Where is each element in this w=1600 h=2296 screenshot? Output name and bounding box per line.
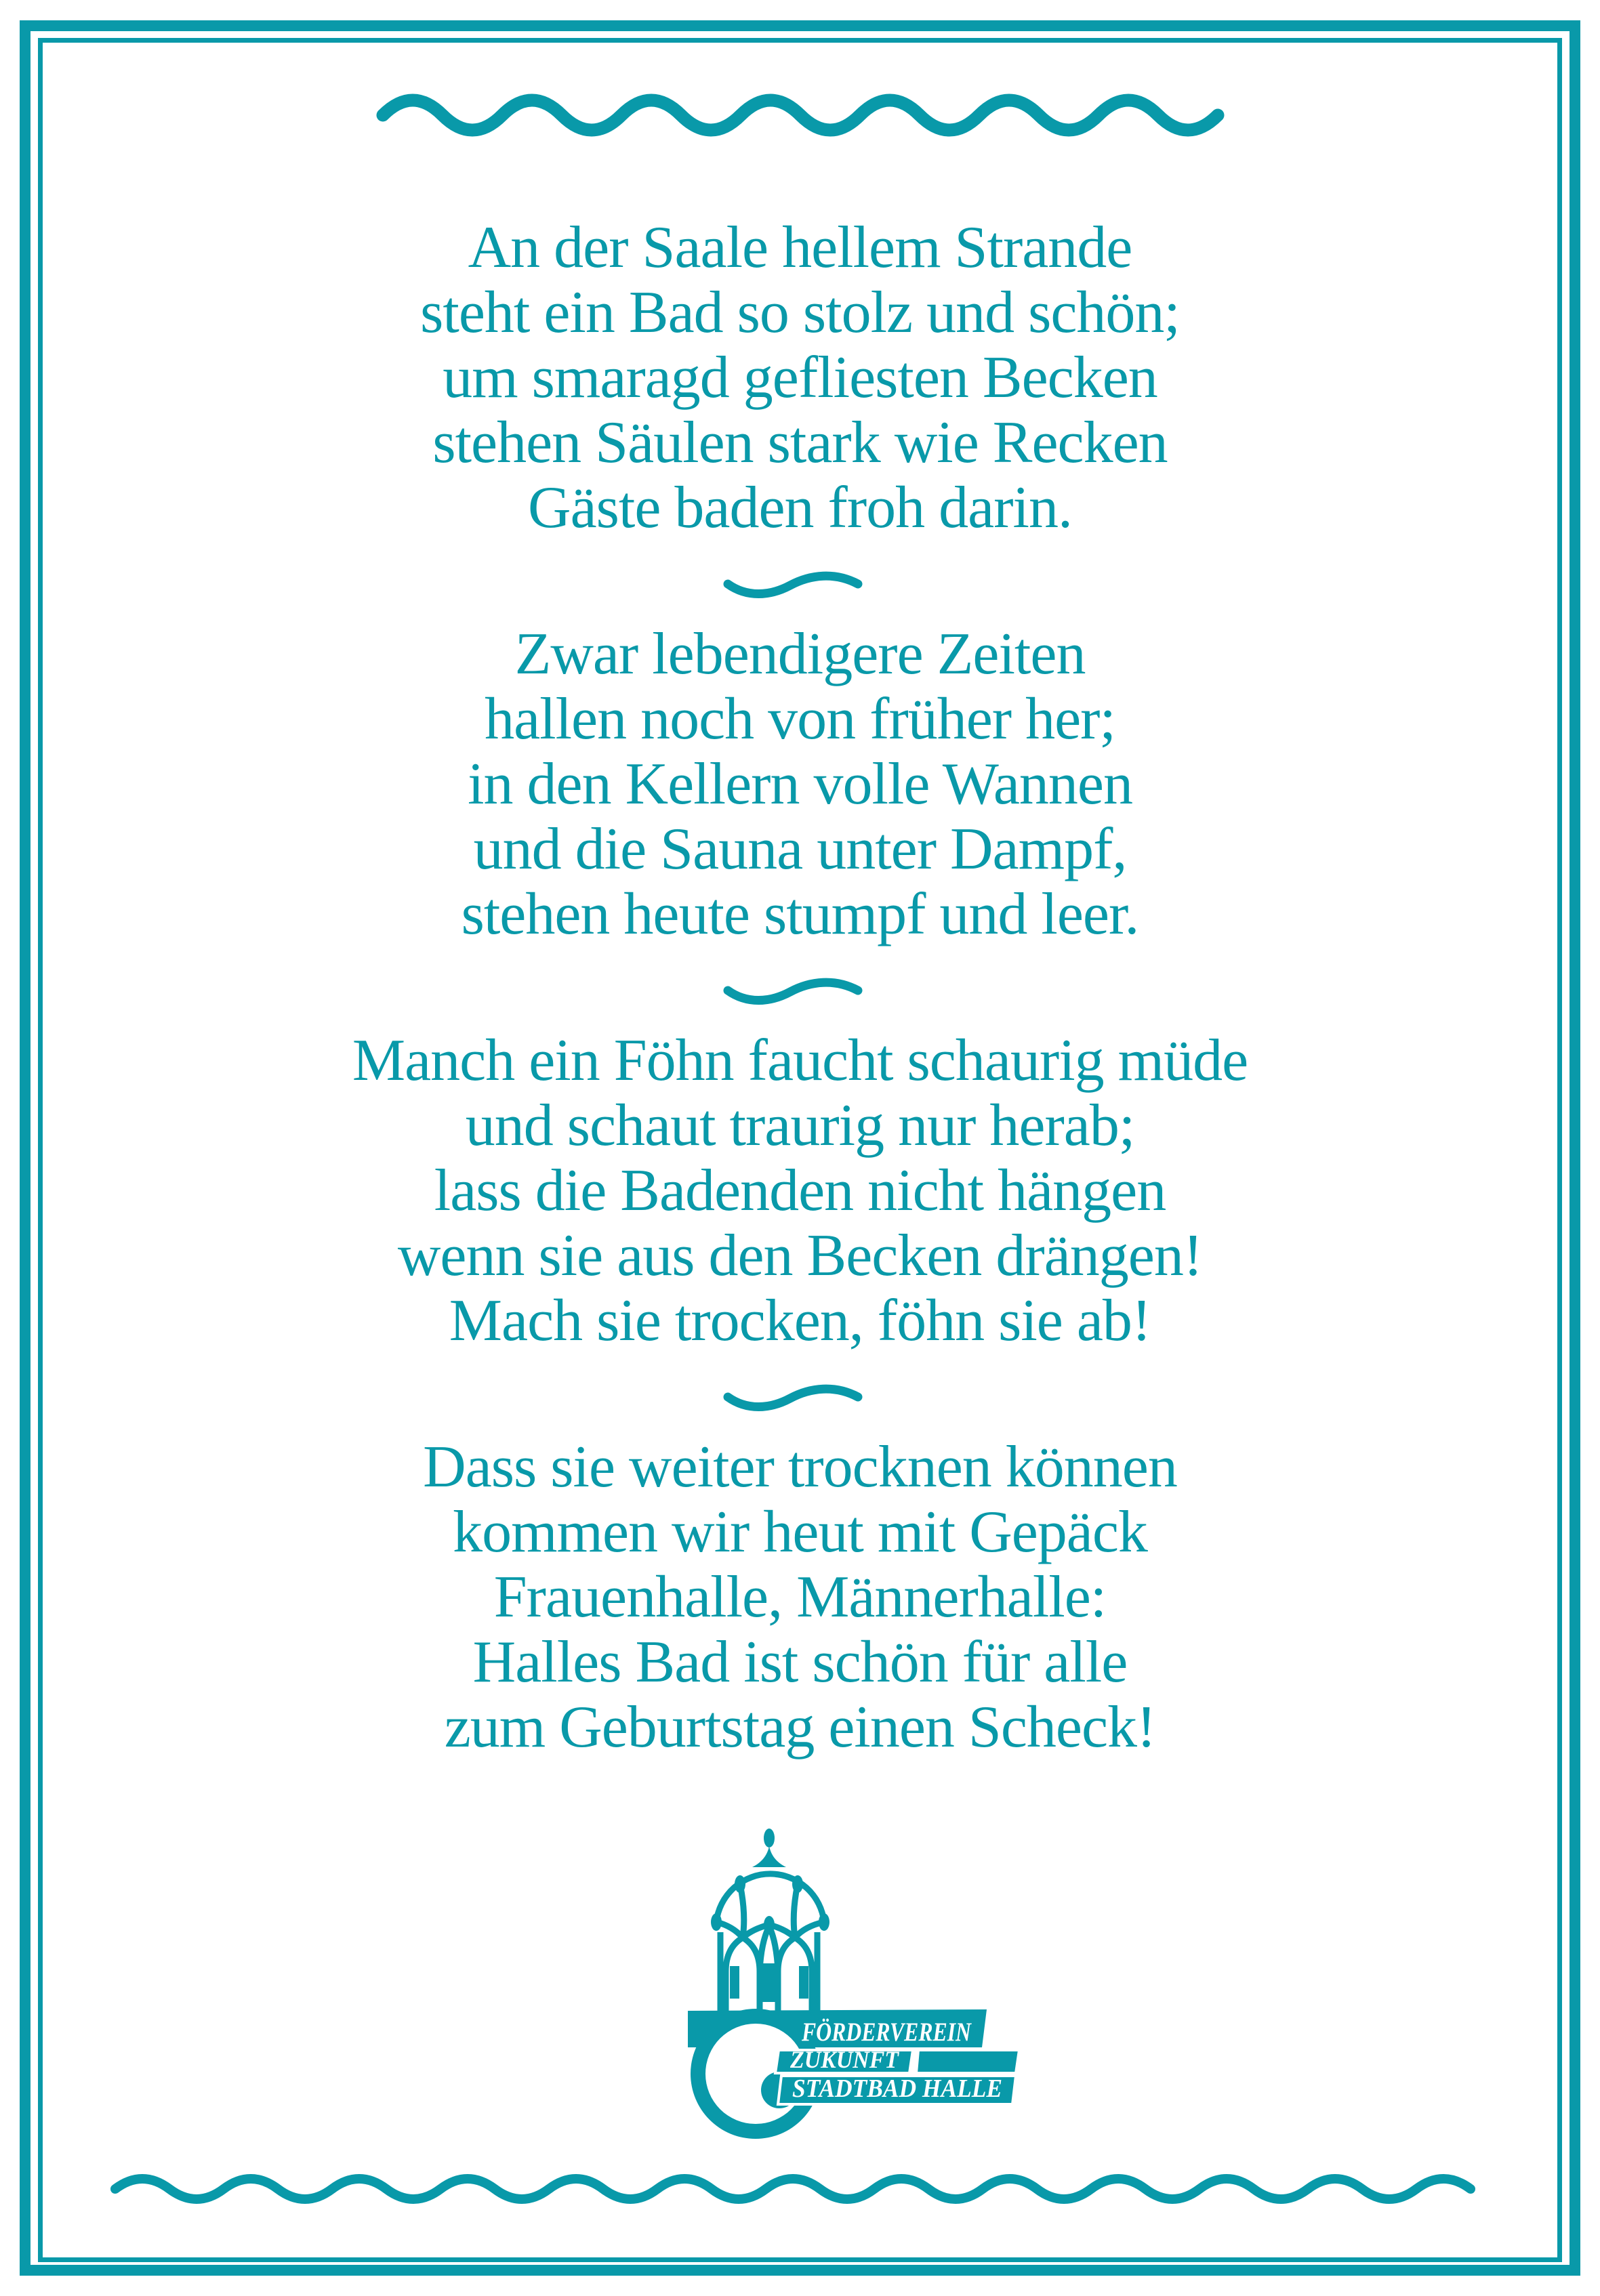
poem-line: hallen noch von früher her;: [485, 686, 1115, 752]
poem-line: um smaragd gefliesten Becken: [443, 345, 1157, 411]
logo-banner-2-filler: [916, 2050, 1019, 2073]
stanza-divider-icon: [728, 982, 858, 1000]
tower-window-right: [799, 1966, 808, 1999]
poem-line: Gäste baden froh darin.: [528, 475, 1072, 541]
poem-line: und schaut traurig nur herab;: [465, 1093, 1135, 1159]
top-wavy-line-icon: [383, 100, 1218, 130]
stadtbad-halle-logo: [688, 1829, 1019, 2139]
tower-window-left: [730, 1966, 739, 1999]
poem-line: stehen Säulen stark wie Recken: [432, 410, 1168, 476]
poem-line: in den Kellern volle Wannen: [468, 751, 1132, 817]
poem-line: steht ein Bad so stolz und schön;: [420, 280, 1180, 346]
poem-line: An der Saale hellem Strande: [468, 215, 1132, 280]
poem-line: Manch ein Föhn faucht schaurig müde: [352, 1028, 1248, 1093]
logo-banner-line-1: FÖRDERVEREIN: [801, 2018, 972, 2047]
stanza-divider-icon: [728, 1389, 858, 1406]
poem-line: Mach sie trocken, föhn sie ab!: [449, 1288, 1151, 1354]
poem-line: wenn sie aus den Becken drängen!: [397, 1223, 1203, 1289]
poem-stanza-2: [68, 622, 1532, 947]
poem-line: Frauenhalle, Männerhalle:: [493, 1564, 1107, 1630]
poem-line: kommen wir heut mit Gepäck: [453, 1499, 1147, 1565]
poem-line: und die Sauna unter Dampf,: [473, 816, 1127, 882]
poem-line: zum Geburtstag einen Scheck!: [444, 1694, 1156, 1760]
poem-line: Zwar lebendigere Zeiten: [514, 621, 1086, 687]
poem-stanza-1: [68, 215, 1532, 541]
poem-line: Dass sie weiter trocknen können: [423, 1434, 1177, 1500]
stanza-divider-icon: [728, 576, 858, 593]
poem-line: lass die Badenden nicht hängen: [434, 1158, 1166, 1224]
tower-window-center: [760, 1963, 778, 2002]
tower-spire-icon: [752, 1846, 786, 1867]
poem-line: Halles Bad ist schön für alle: [472, 1629, 1128, 1695]
poem-stanza-4: [68, 1435, 1532, 1760]
logo-banner-line-3: STADTBAD HALLE: [792, 2074, 1002, 2103]
logo-banner-line-2: ZUKUNFT: [789, 2046, 900, 2073]
bottom-wavy-line-icon: [115, 2179, 1471, 2199]
poem-stanza-3: [68, 1028, 1532, 1354]
poem-line: stehen heute stumpf und leer.: [461, 881, 1139, 947]
